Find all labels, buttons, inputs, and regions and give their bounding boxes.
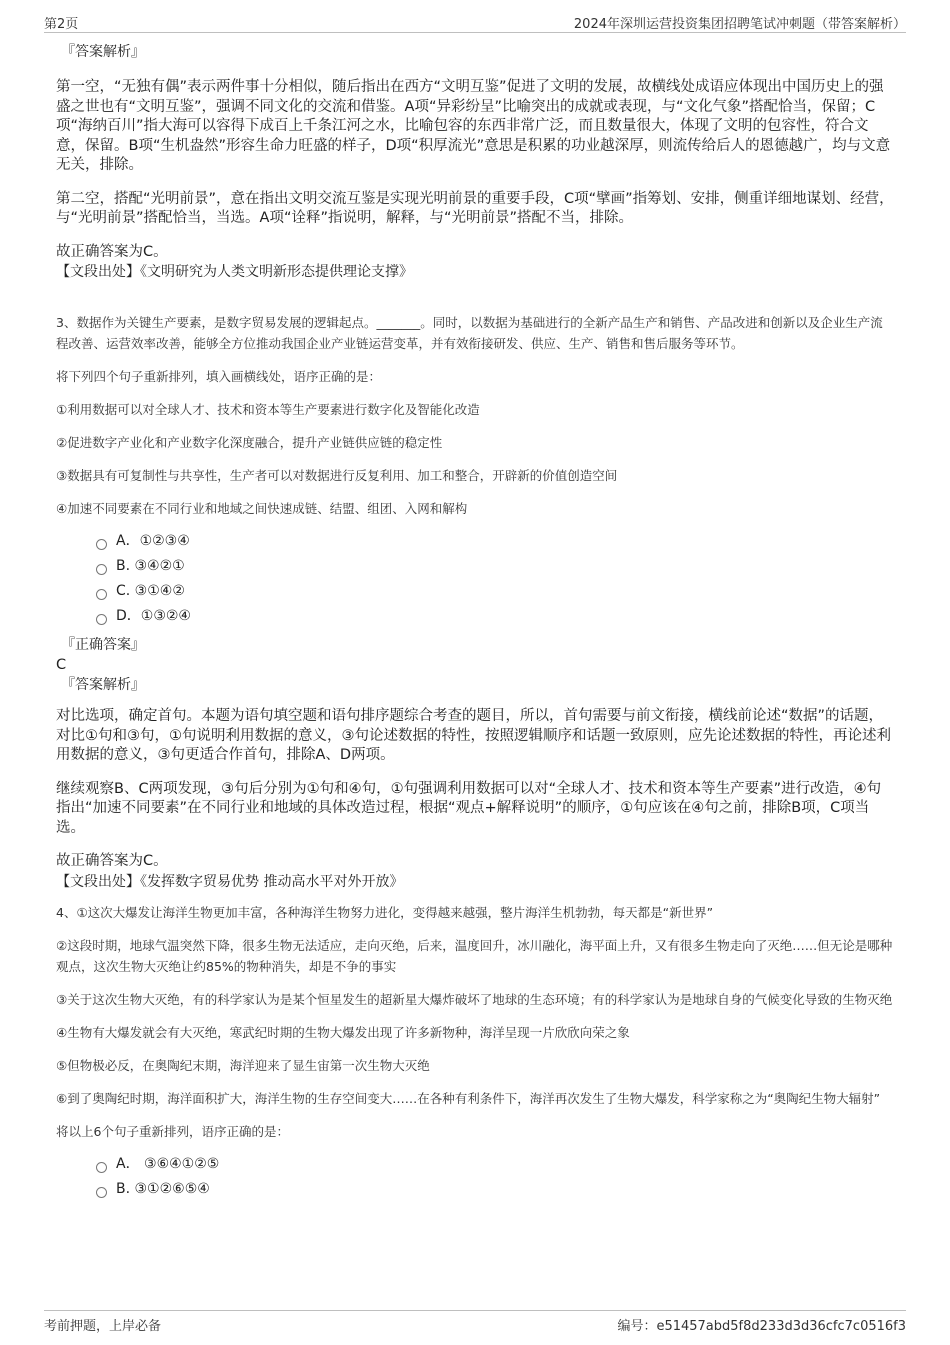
option-c[interactable]: [96, 579, 894, 604]
option-d[interactable]: [96, 604, 894, 629]
radio-icon[interactable]: [96, 1162, 107, 1173]
page-number: 第2页: [44, 17, 79, 32]
option-a[interactable]: [96, 529, 894, 554]
sentence-item: ②促进数字产业化和产业数字化深度融合，提升产业链供应链的稳定性: [56, 435, 443, 450]
page-footer: [44, 1310, 906, 1335]
sentence-item: ①利用数据可以对全球人才、技术和资本等生产要素进行数字化及智能化改造: [56, 402, 480, 417]
analysis-paragraph: 对比选项，确定首句。本题为语句填空题和语句排序题综合考查的题目，所以，首句需要与前文衔接，横线前论述“数据”的话题，对比①句和③句，①句说明利用数据的意义，③句论述数据的特性，按照逻辑顺序和话题一致原则，应先论述数据的特性，再论述利用数据的意义，③句更适合作首句，排除A、D两项。: [56, 708, 891, 763]
analysis-paragraph: 第二空，搭配“光明前景”，意在指出文明交流互鉴是实现光明前景的重要手段，C项“擘画”指筹划、安排，侧重详细地谋划、经营，与“光明前景”搭配恰当，当选。A项“诠释”指说明，解释，与“光明前景”搭配不当，排除。: [56, 190, 894, 226]
option-label: B. ③①②⑥⑤④: [116, 1180, 210, 1197]
document-title: 2024年深圳运营投资集团招聘笔试冲刺题（带答案解析）: [573, 17, 906, 32]
sentence-item: ⑥到了奥陶纪时期，海洋面积扩大，海洋生物的生存空间变大……在各种有利条件下，海洋再次发生了生物大爆发，科学家称之为“奥陶纪生物大辐射”: [56, 1090, 881, 1106]
radio-icon[interactable]: [96, 614, 107, 625]
radio-icon[interactable]: [96, 589, 107, 600]
answer-options: [96, 1152, 894, 1202]
sentence-item: ⑤但物极必反，在奥陶纪末期，海洋迎来了显生宙第一次生物大灭绝: [56, 1057, 430, 1073]
sentence-item: ③关于这次生物大灭绝，有的科学家认为是某个恒星发生的超新星大爆炸破坏了地球的生态环境；有的科学家认为是地球自身的气候变化导致的生物灭绝: [56, 991, 893, 1007]
option-b[interactable]: [96, 554, 894, 579]
page-content: [56, 42, 894, 1208]
radio-icon[interactable]: [96, 564, 107, 575]
option-label: A．①②③④: [116, 533, 190, 549]
answer-analysis-label: 『答案解析』: [61, 677, 145, 693]
question-instruction: 将下列四个句子重新排列，填入画横线处，语序正确的是：: [56, 369, 382, 384]
option-label: D．①③②④: [116, 608, 191, 624]
sentence-item: ②这段时期，地球气温突然下降，很多生物无法适应，走向灭绝，后来，温度回升，冰川融化，海平面上升，又有很多生物走向了灭绝……但无论是哪种观点，这次生物大灭绝让约85%的物种消失，却是不争的事实: [56, 937, 893, 974]
page-header: [44, 10, 906, 33]
sentence-item: ③数据具有可复制性与共享性，生产者可以对数据进行反复利用、加工和整合，开辟新的价值创造空间: [56, 468, 618, 483]
option-label: C. ③①④②: [116, 583, 185, 599]
conclusion-text: 故正确答案为C。: [56, 243, 168, 260]
question-stem: 3、数据作为关键生产要素，是数字贸易发展的逻辑起点。_______。同时，以数据为基础进行的全新产品生产和销售、产品改进和创新以及企业生产流程改善、运营效率改善，能够全方位推动我国企业产业链运营变革，并有效衔接研发、供应、生产、销售和售后服务等环节。: [56, 315, 883, 351]
sentence-item: ④生物有大爆发就会有大灭绝，寒武纪时期的生物大爆发出现了许多新物种，海洋呈现一片欣欣向荣之象: [56, 1024, 630, 1040]
footer-slogan: 考前押题，上岸必备: [44, 1319, 162, 1334]
option-b[interactable]: [96, 1177, 894, 1202]
question-instruction: 将以上6个句子重新排列，语序正确的是：: [56, 1123, 289, 1139]
source-citation: 【文段出处】《文明研究为人类文明新形态提供理论支撑》: [56, 264, 413, 280]
answer-analysis-label: 『答案解析』: [61, 44, 145, 60]
correct-answer-value: C: [56, 657, 67, 673]
option-a[interactable]: [96, 1152, 894, 1177]
analysis-paragraph: 第一空，“无独有偶”表示两件事十分相似，随后指出在西方“文明互鉴”促进了文明的发展，故横线处成语应体现出中国历史上的强盛之世也有“文明互鉴”，强调不同文化的交流和借鉴。A项“异彩纷呈”比喻突出的成就或表现，与“文化气象”搭配恰当，保留；C项“海纳百川”指大海可以容得下成百上千条江河之水，比喻包容的东西非常广泛，而且数量很大，体现了文明的包容性，符合文意，保留。B项“生机盎然”形容生命力旺盛的样子，D项“积厚流光”意思是积累的功业越深厚，则流传给后人的恩德越广，均与文意无关，排除。: [56, 79, 891, 173]
radio-icon[interactable]: [96, 1187, 107, 1198]
answer-options: [96, 529, 894, 629]
source-citation: 【文段出处】《发挥数字贸易优势 推动高水平对外开放》: [56, 873, 404, 890]
sentence-item: ④加速不同要素在不同行业和地域之间快速成链、结盟、组团、入网和解构: [56, 501, 468, 516]
analysis-paragraph: 继续观察B、C两项发现，③句后分别为①句和④句，①句强调利用数据可以对“全球人才、技术和资本等生产要素”进行改造，④句指出“加速不同要素”在不同行业和地域的具体改造过程，根据“观点+解释说明”的顺序，①句应该在④句之前，排除B项，C项当选。: [56, 780, 882, 836]
radio-icon[interactable]: [96, 539, 107, 550]
conclusion-text: 故正确答案为C。: [56, 853, 168, 869]
correct-answer-label: 『正确答案』: [61, 637, 145, 653]
sentence-item: 4、①这次大爆发让海洋生物更加丰富，各种海洋生物努力进化，变得越来越强，整片海洋生机勃勃，每天都是“新世界”: [56, 904, 714, 920]
option-label: B. ③④②①: [116, 558, 185, 574]
document-id: 编号：e51457abd5f8d233d3d36cfc7c0516f3: [617, 1319, 906, 1334]
option-label: A． ③⑥④①②⑤: [116, 1155, 220, 1172]
